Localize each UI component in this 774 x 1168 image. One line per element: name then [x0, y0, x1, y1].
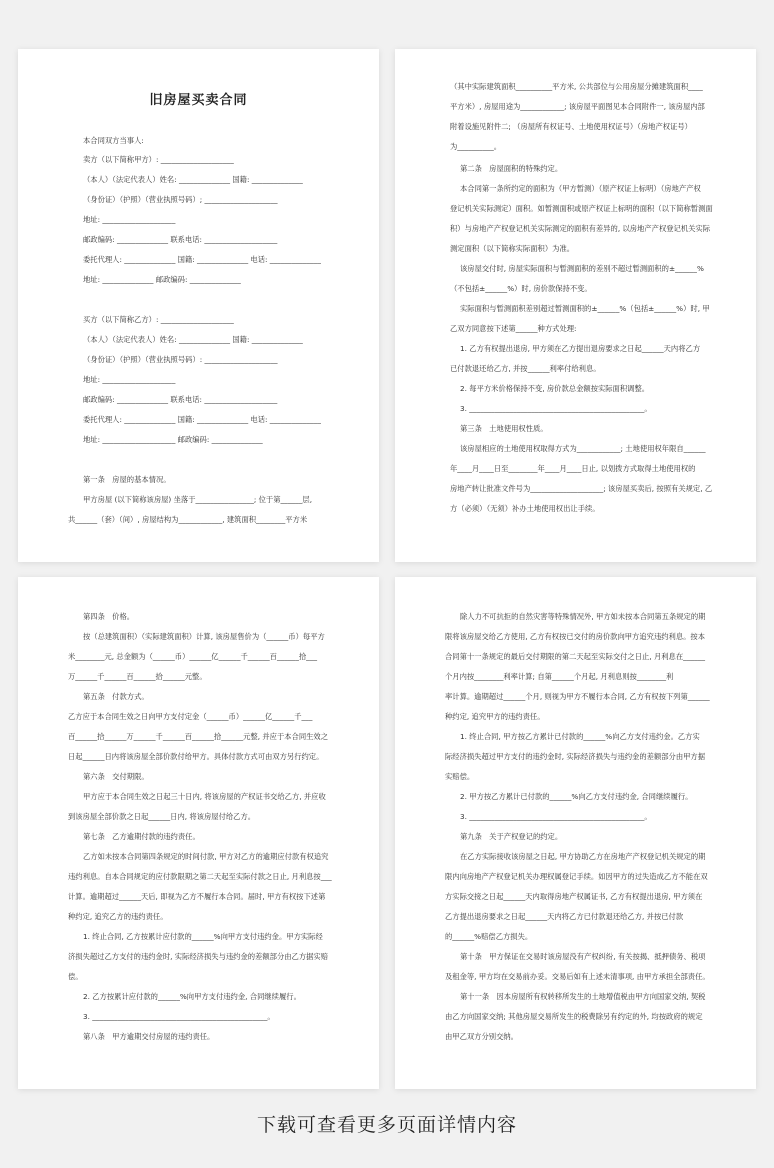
- contract-text-line: （不包括±______%）时, 房价款保持不变。: [450, 284, 592, 293]
- contract-text-line: 到该房屋全部价款之日起______日内, 将该房屋付给乙方。: [68, 812, 256, 821]
- contract-text-line: 本合同第一条所约定的面积为（甲方暂测）（原产权证上标明）（房地产产权: [460, 184, 701, 193]
- contract-text-line: 及租金等, 甲方均在交易前办妥。交易后如有上述未清事项, 由甲方承担全部责任。: [445, 972, 710, 981]
- contract-text-line: 万______千______百______拾______元整。: [68, 672, 207, 681]
- contract-text-line: 1. 终止合同, 甲方按乙方累计已付款的______%向乙方支付违约金。乙方实: [460, 732, 700, 741]
- contract-text-line: 第一条 房屋的基本情况。: [83, 475, 171, 484]
- contract-text-line: 地址: ______________ 邮政编码: ______________: [83, 275, 241, 284]
- contract-page-4: [395, 577, 756, 1089]
- contract-text-line: 违约利息。自本合同规定的应付款限期之第二天起至实际付款之日止, 月利息按___: [68, 872, 332, 881]
- contract-text-line: 3. ________________________________________________。: [83, 1012, 275, 1021]
- contract-text-line: 第三条 土地使用权性质。: [460, 424, 548, 433]
- contract-page-2: [395, 49, 756, 562]
- contract-text-line: 平方米）, 房屋用途为____________; 该房屋平面图见本合同附件一, 该房屋内部: [450, 102, 705, 111]
- contract-text-line: 地址: ____________________ 邮政编码: ______________: [83, 435, 263, 444]
- contract-text-line: 限内向房地产产权登记机关办理权属登记手续。如因甲方的过失造成乙方不能在双: [445, 872, 708, 881]
- contract-text-line: 济损失超过乙方支付的违约金时, 实际经济损失与违约金的差额部分由乙方据实赔: [68, 952, 329, 961]
- contract-text-line: 2. 甲方按乙方累计已付款的______%向乙方支付违约金, 合同继续履行。: [460, 792, 693, 801]
- contract-text-line: 乙方提出退房要求之日起______天内将乙方已付款退还给乙方, 并按已付款: [445, 912, 684, 921]
- contract-text-line: 百______拾______万______千______百______拾______元整, 并应于本合同生效之: [68, 732, 329, 741]
- contract-text-line: 计算。逾期超过______天后, 即视为乙方不履行本合同。届时, 甲方有权按下述第: [68, 892, 326, 901]
- contract-text-line: 偿。: [68, 972, 83, 981]
- contract-text-line: 1. 终止合同, 乙方按累计应付款的______%向甲方支付违约金。甲方实际经: [83, 932, 323, 941]
- contract-text-line: 卖方（以下简称甲方）: ____________________: [83, 155, 234, 164]
- contract-text-line: （身份证）（护照）（营业执照号码）; ____________________: [83, 195, 278, 204]
- contract-page-1: [18, 49, 379, 562]
- contract-text-line: （本人）（法定代表人）姓名: ______________ 国籍: ______________: [83, 335, 303, 344]
- contract-text-line: 为__________。: [450, 142, 502, 151]
- contract-text-line: 实际面积与暂测面积差别超过暂测面积的±______%（包括±______%）时, 甲: [460, 304, 710, 313]
- contract-text-line: 除人力不可抗拒的自然灾害等特殊情况外, 甲方如未按本合同第五条规定的期: [460, 612, 706, 621]
- contract-text-line: 共______（套）（间）, 房屋结构为____________, 建筑面积________平方米: [68, 515, 308, 524]
- contract-text-line: 第五条 付款方式。: [83, 692, 149, 701]
- contract-text-line: 的______%赔偿乙方损失。: [445, 932, 533, 941]
- contract-text-line: 已付款退还给乙方, 并按______利率付给利息。: [450, 364, 601, 373]
- contract-text-line: 实赔偿。: [445, 772, 475, 781]
- contract-text-line: 委托代理人: ______________ 国籍: ______________ 电话: ______________: [83, 415, 321, 424]
- contract-text-line: 限将该房屋交给乙方使用, 乙方有权按已交付的房价款向甲方追究违约利息。按本: [445, 632, 706, 641]
- contract-text-line: 第六条 交付期限。: [83, 772, 149, 781]
- contract-text-line: 乙方应于本合同生效之日向甲方支付定金（______币）______亿______千___: [68, 712, 313, 721]
- contract-text-line: 地址: ____________________: [83, 215, 176, 224]
- contract-text-line: 第十一条 因本房屋所有权转移所发生的土地增值税由甲方向国家交纳, 契税: [460, 992, 706, 1001]
- contract-text-line: 邮政编码: ______________ 联系电话: ____________________: [83, 235, 278, 244]
- contract-text-line: 第九条 关于产权登记的约定。: [460, 832, 563, 841]
- contract-text-line: 3. ________________________________________________。: [460, 404, 652, 413]
- contract-text-line: 际经济损失超过甲方支付的违约金时, 实际经济损失与违约金的差额部分由甲方据: [445, 752, 706, 761]
- contract-text-line: 买方（以下简称乙方）: ____________________: [83, 315, 234, 324]
- contract-text-line: 邮政编码: ______________ 联系电话: ____________________: [83, 395, 278, 404]
- contract-text-line: 种约定, 追究乙方的违约责任。: [68, 912, 168, 921]
- contract-text-line: 附着设施见附件二; （房屋所有权证号、土地使用权证号）（房地产权证号）: [450, 122, 692, 131]
- contract-text-line: 该房屋交付时, 房屋实际面积与暂测面积的差别不超过暂测面积的±______%: [460, 264, 704, 273]
- contract-text-line: （身份证）（护照）（营业执照号码）: ____________________: [83, 355, 278, 364]
- download-prompt[interactable]: 下载可查看更多页面详情内容: [256, 1114, 517, 1136]
- contract-text-line: （本人）（法定代表人）姓名: ______________ 国籍: ______________: [83, 175, 303, 184]
- contract-text-line: 由乙方向国家交纳; 其他房屋交易所发生的税费除另有约定的外, 均按政府的规定: [445, 1012, 703, 1021]
- contract-text-line: 第八条 甲方逾期交付房屋的违约责任。: [83, 1032, 215, 1041]
- contract-text-line: 方（必须）（无须）补办土地使用权出让手续。: [450, 504, 600, 513]
- contract-title: 旧房屋买卖合同: [149, 93, 248, 108]
- contract-text-line: 该房屋相应的土地使用权取得方式为____________; 土地使用权年限自______: [460, 444, 706, 453]
- contract-text-line: （其中实际建筑面积__________平方米, 公共部位与公用房屋分摊建筑面积____: [450, 82, 703, 91]
- contract-text-line: 第十条 甲方保证在交易时该房屋没有产权纠纷, 有关按揭、抵押债务、税项: [460, 952, 706, 961]
- contract-text-line: 地址: ____________________: [83, 375, 176, 384]
- contract-text-line: 日起______日内将该房屋全部价款付给甲方。具体付款方式可由双方另行约定。: [68, 752, 324, 761]
- contract-text-line: 房地产转让批准文件号为____________________; 该房屋买卖后, 按照有关规定, 乙: [450, 484, 713, 493]
- contract-text-line: 乙方如未按本合同第四条规定的时间付款, 甲方对乙方的逾期应付款有权追究: [83, 852, 329, 861]
- contract-text-line: 由甲乙双方分别交纳。: [445, 1032, 518, 1041]
- contract-text-line: 乙双方同意按下述第______种方式处理:: [450, 324, 577, 333]
- contract-text-line: 年____月____日至________年____月____日止, 以划拨方式取得土地使用权的: [450, 464, 696, 473]
- contract-text-line: 甲方应于本合同生效之日起三十日内, 将该房屋的产权证书交给乙方, 并应收: [83, 792, 326, 801]
- contract-text-line: 1. 乙方有权提出退房, 甲方须在乙方提出退房要求之日起______天内将乙方: [460, 344, 701, 353]
- contract-text-line: 甲方房屋 (以下简称该房屋) 坐落于________________; 位于第______层,: [83, 495, 313, 504]
- contract-text-line: 按（总建筑面积）（实际建筑面积）计算, 该房屋售价为（______币）每平方: [83, 632, 325, 641]
- contract-text-line: 第七条 乙方逾期付款的违约责任。: [83, 832, 200, 841]
- contract-text-line: 本合同双方当事人:: [83, 136, 144, 145]
- contract-text-line: 积）与房地产产权登记机关实际测定的面积有差异的, 以房地产产权登记机关实际: [450, 224, 711, 233]
- contract-text-line: 第二条 房屋面积的特殊约定。: [460, 164, 563, 173]
- contract-text-line: 测定面积（以下简称实际面积）为准。: [450, 244, 575, 253]
- contract-text-line: 方实际交接之日起______天内取得房地产权属证书, 乙方有权提出退房, 甲方须在: [445, 892, 703, 901]
- contract-page-3: [18, 577, 379, 1089]
- contract-text-line: 第四条 价格。: [83, 612, 135, 621]
- contract-text-line: 2. 乙方按累计应付款的______%向甲方支付违约金, 合同继续履行。: [83, 992, 301, 1001]
- contract-text-line: 米________元, 总金额为（______币）______亿______千______百______拾___: [68, 652, 318, 661]
- contract-text-line: 个月内按________利率计算; 自第______个月起, 月利息则按________利: [445, 672, 674, 681]
- contract-text-line: 种约定, 追究甲方的违约责任。: [445, 712, 545, 721]
- contract-text-line: 合同第十一条规定的最后交付期限的第二天起至实际交付之日止, 月利息在______: [445, 652, 706, 661]
- contract-text-line: 在乙方实际接收该房屋之日起, 甲方协助乙方在房地产产权登记机关规定的期: [460, 852, 706, 861]
- contract-text-line: 2. 每平方米价格保持不变, 房价款总金额按实际面积调整。: [460, 384, 650, 393]
- contract-text-line: 率计算。逾期超过______个月, 则视为甲方不履行本合同, 乙方有权按下列第______: [445, 692, 710, 701]
- contract-text-line: 3. ________________________________________________。: [460, 812, 652, 821]
- contract-text-line: 委托代理人: ______________ 国籍: ______________ 电话: ______________: [83, 255, 321, 264]
- contract-text-line: 登记机关实际测定）面积。如暂测面积或原产权证上标明的面积（以下简称暂测面: [450, 204, 713, 213]
